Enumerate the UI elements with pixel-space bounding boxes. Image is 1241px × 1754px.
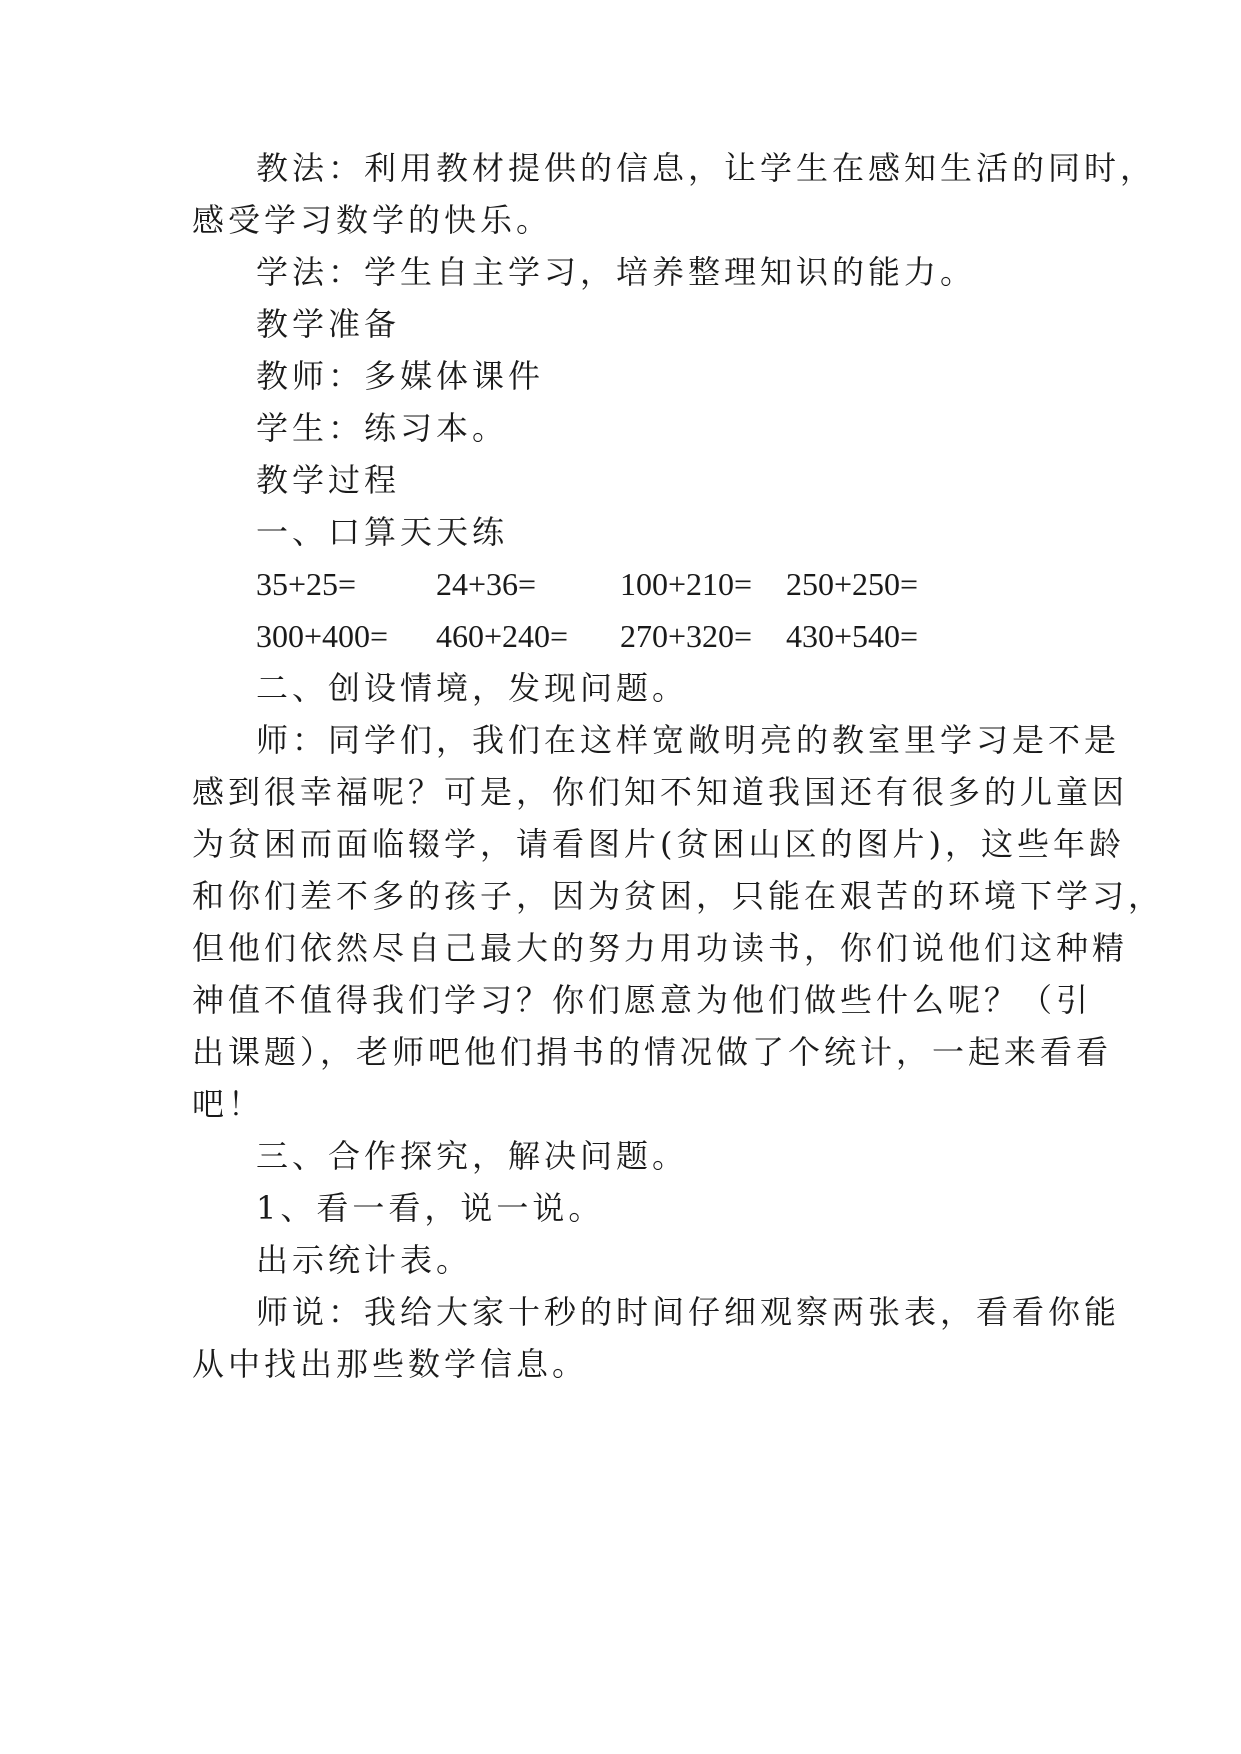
teaching-method-line-1: 教法：利用教材提供的信息，让学生在感知生活的同时， <box>256 149 1157 187</box>
show-table: 出示统计表。 <box>256 1241 473 1279</box>
mental-math-item: 35+25= <box>256 566 357 602</box>
teacher-says-line-1: 师说：我给大家十秒的时间仔细观察两张表，看看你能 <box>256 1293 1121 1331</box>
section1-heading: 一、口算天天练 <box>256 513 509 551</box>
mental-math-item: 250+250= <box>786 566 919 602</box>
mental-math-item: 430+540= <box>786 618 919 654</box>
teacher-speech-line: 和你们差不多的孩子，因为贫困，只能在艰苦的环境下学习， <box>192 877 1165 915</box>
mental-math-item: 100+210= <box>620 566 753 602</box>
teacher-speech-line: 吧！ <box>192 1085 265 1123</box>
step1: 1、看一看，说一说。 <box>256 1189 605 1227</box>
mental-math-row <box>256 616 1016 656</box>
teacher-speech-line: 出课题），老师吧他们捐书的情况做了个统计，一起来看看 <box>192 1033 1113 1071</box>
learning-method: 学法：学生自主学习，培养整理知识的能力。 <box>256 253 977 291</box>
document-page <box>192 0 1165 1754</box>
mental-math-item: 460+240= <box>436 618 569 654</box>
teacher-speech-line: 师：同学们，我们在这样宽敞明亮的教室里学习是不是 <box>256 721 1121 759</box>
teacher-says-line-2: 从中找出那些数学信息。 <box>192 1345 589 1383</box>
student-prep: 学生：练习本。 <box>256 409 509 447</box>
mental-math-row <box>256 564 1016 604</box>
mental-math-item: 24+36= <box>436 566 537 602</box>
teacher-speech-line: 为贫困而面临辍学，请看图片(贫困山区的图片)，这些年龄 <box>192 825 1125 863</box>
teaching-method-line-2: 感受学习数学的快乐。 <box>192 201 553 239</box>
teacher-speech-line: 感到很幸福呢？可是，你们知不知道我国还有很多的儿童因 <box>192 773 1129 811</box>
teacher-speech-line: 神值不值得我们学习？你们愿意为他们做些什么呢？（引 <box>192 981 1093 1019</box>
section3-heading: 三、合作探究，解决问题。 <box>256 1137 689 1175</box>
prep-heading: 教学准备 <box>256 305 401 343</box>
section2-heading: 二、创设情境，发现问题。 <box>256 669 689 707</box>
mental-math-item: 300+400= <box>256 618 389 654</box>
mental-math-item: 270+320= <box>620 618 753 654</box>
teacher-prep: 教师：多媒体课件 <box>256 357 545 395</box>
teacher-speech-line: 但他们依然尽自己最大的努力用功读书，你们说他们这种精 <box>192 929 1129 967</box>
process-heading: 教学过程 <box>256 461 401 499</box>
